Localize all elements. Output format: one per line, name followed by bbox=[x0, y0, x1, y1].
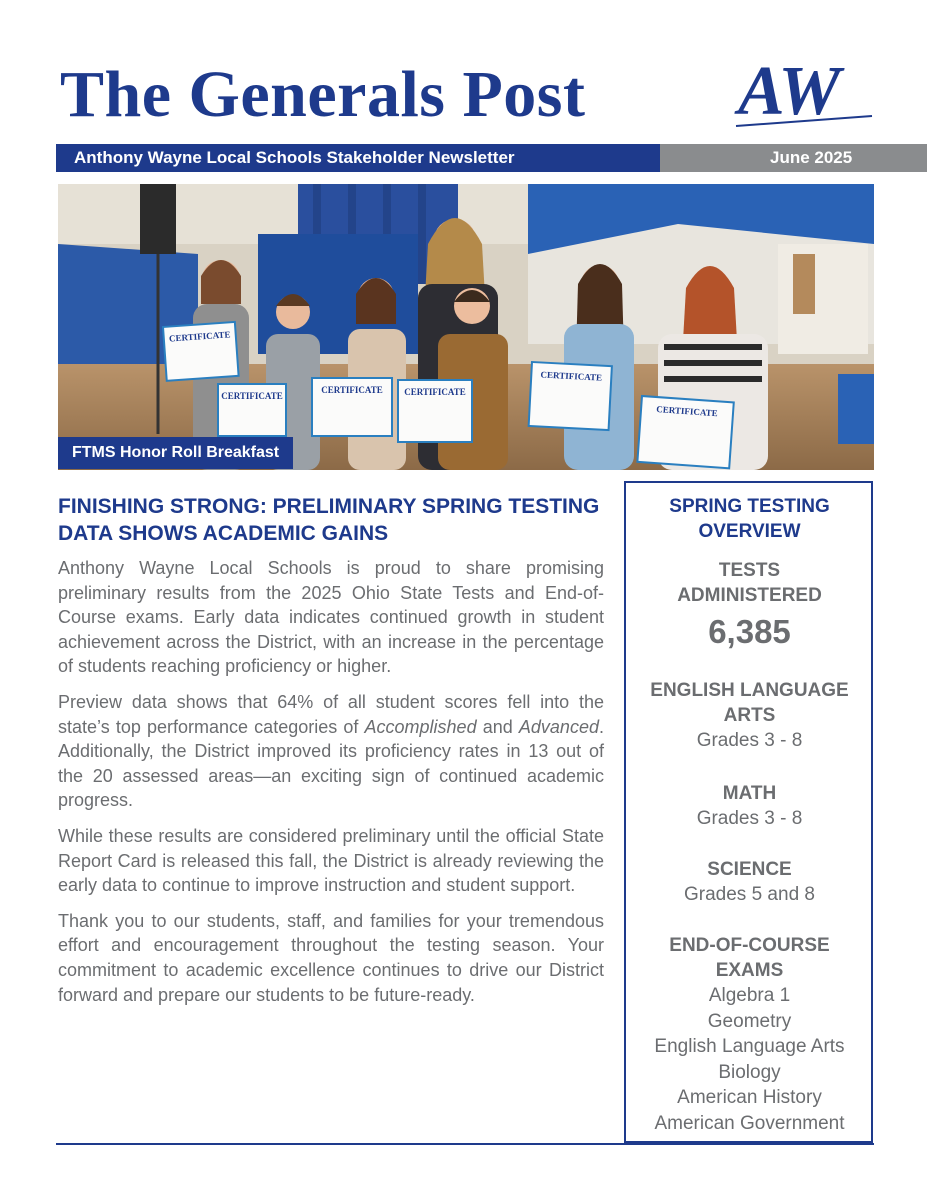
eoc-item: Geometry bbox=[707, 1010, 792, 1032]
article-headline: FINISHING STRONG: PRELIMINARY SPRING TESTING DATA SHOWS ACADEMIC GAINS bbox=[58, 495, 600, 545]
article-paragraph: Anthony Wayne Local Schools is proud to share promising preliminary results from the 2025 Ohio State Tests and End-of-Course exams. Early data indicates continued growth in student achievement across the District, with an increase in the percentage of students reaching proficiency or higher. bbox=[58, 558, 604, 677]
issue-date: June 2025 bbox=[770, 148, 853, 167]
svg-text:CERTIFICATE: CERTIFICATE bbox=[540, 369, 603, 383]
tests-value: 6,385 bbox=[708, 613, 791, 650]
sidebar-title: SPRING TESTING OVERVIEW bbox=[669, 496, 830, 542]
aw-logo bbox=[732, 52, 882, 138]
article-paragraph: Preview data shows that 64% of all student scores fell into the state’s top performance categories of Accomplished and Advanced. Additionally, the District improved its proficiency rates in 13 out of the 20 assessed areas—an exciting sign of continued academic progress. bbox=[58, 691, 604, 811]
science-label: SCIENCE bbox=[707, 859, 792, 880]
svg-text:CERTIFICATE: CERTIFICATE bbox=[656, 404, 719, 419]
svg-text:CERTIFICATE: CERTIFICATE bbox=[168, 329, 231, 344]
eoc-item: American History bbox=[677, 1087, 822, 1108]
newsletter-subtitle: Anthony Wayne Local Schools Stakeholder Newsletter bbox=[74, 148, 515, 167]
science-grades: Grades 5 and 8 bbox=[684, 884, 815, 905]
article-paragraph: Thank you to our students, staff, and families for your tremendous effort and encouragement throughout the testing season. Your commitment to academic excellence continues to drive our District forward and prepare our students to be future-ready. bbox=[58, 910, 604, 1005]
newsletter-title: The Generals Post bbox=[60, 58, 586, 131]
svg-text:CERTIFICATE: CERTIFICATE bbox=[221, 391, 283, 401]
article-paragraph: While these results are considered preliminary until the official State Report Card is released this fall, the District is already reviewing the early data to continue to improve instruction and student support. bbox=[58, 825, 604, 896]
article-body bbox=[58, 556, 604, 1018]
math-grades: Grades 3 - 8 bbox=[696, 808, 803, 829]
math-block bbox=[626, 781, 873, 832]
eoc-label: END-OF-COURSE EXAMS bbox=[669, 935, 830, 981]
eoc-item: English Language Arts bbox=[654, 1036, 845, 1057]
svg-text:CERTIFICATE: CERTIFICATE bbox=[404, 387, 466, 397]
eoc-item: Biology bbox=[718, 1061, 781, 1083]
ela-block bbox=[626, 678, 873, 754]
math-label: MATH bbox=[722, 783, 777, 804]
svg-text:CERTIFICATE: CERTIFICATE bbox=[321, 385, 383, 395]
honor-roll-photo bbox=[58, 184, 874, 470]
tests-label: TESTS ADMINISTERED bbox=[677, 560, 822, 606]
photo-caption: FTMS Honor Roll Breakfast bbox=[58, 437, 293, 469]
tests-administered-block bbox=[626, 558, 873, 652]
eoc-item: American Government bbox=[654, 1112, 845, 1134]
eoc-item: Algebra 1 bbox=[708, 985, 791, 1006]
eoc-block bbox=[626, 933, 873, 1136]
science-block bbox=[626, 857, 873, 908]
ela-grades: Grades 3 - 8 bbox=[696, 730, 803, 751]
bottom-rule bbox=[56, 1143, 874, 1145]
ela-label: ENGLISH LANGUAGE ARTS bbox=[650, 680, 849, 726]
aw-logo-text: AW bbox=[738, 53, 841, 130]
